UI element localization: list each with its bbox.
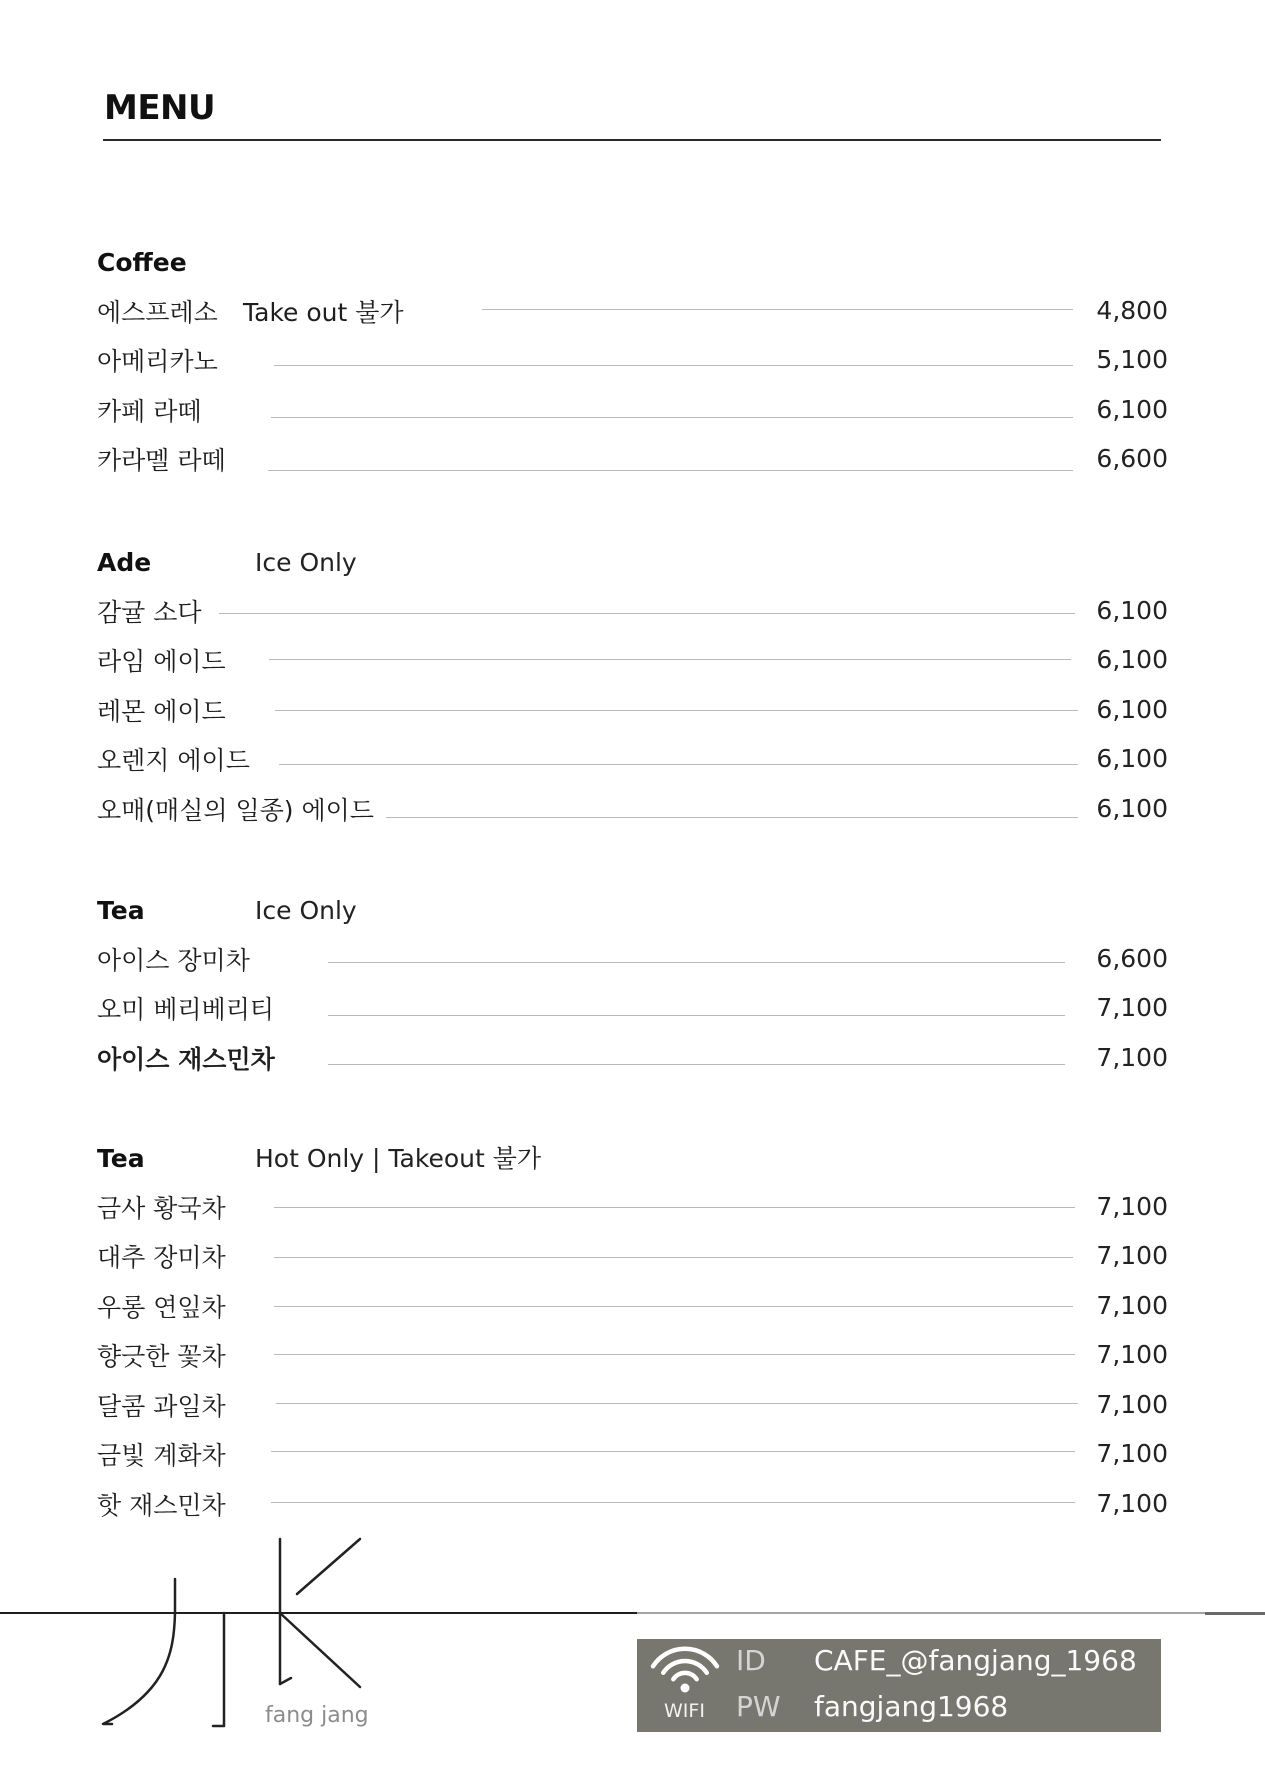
item-price: 4,800 xyxy=(1096,295,1168,325)
menu-item xyxy=(97,687,1168,737)
item-name: 금빛 계화차 xyxy=(97,1441,226,1470)
title-divider xyxy=(103,139,1161,141)
menu-item xyxy=(97,1431,1168,1481)
section-title: Ade xyxy=(97,548,152,577)
item-name: 우롱 연잎차 xyxy=(97,1292,226,1322)
leader-line xyxy=(328,1015,1065,1016)
wifi-pw-value: fangjang1968 xyxy=(814,1690,1009,1723)
menu-item xyxy=(97,1184,1168,1234)
wifi-id-label: ID xyxy=(736,1644,766,1677)
item-note: Take out 불가 xyxy=(243,297,404,327)
leader-line xyxy=(386,817,1078,818)
item-price: 7,100 xyxy=(1096,993,1168,1022)
section-title: Tea xyxy=(97,896,145,925)
footer-divider-end xyxy=(1205,1612,1265,1615)
leader-line xyxy=(219,613,1075,614)
section-note: Ice Only xyxy=(255,548,357,577)
menu-item xyxy=(97,637,1168,687)
item-price: 7,100 xyxy=(1096,1340,1168,1369)
item-price: 7,100 xyxy=(1096,1241,1168,1270)
leader-line xyxy=(276,1403,1078,1404)
leader-line xyxy=(274,1257,1073,1258)
leader-line xyxy=(269,659,1071,660)
item-price: 6,100 xyxy=(1096,694,1168,724)
leader-line xyxy=(271,1502,1075,1503)
section-coffee xyxy=(97,238,1168,486)
item-name: 카라멜 라떼 xyxy=(97,446,226,475)
menu-item xyxy=(97,1035,1168,1085)
item-price: 6,100 xyxy=(1096,645,1168,674)
menu-item xyxy=(97,786,1168,836)
item-price: 6,600 xyxy=(1096,943,1168,973)
menu-item xyxy=(97,1332,1168,1382)
item-price: 7,100 xyxy=(1096,1488,1168,1518)
menu-item xyxy=(97,1283,1168,1333)
leader-line xyxy=(271,417,1073,418)
item-name: 감귤 소다 xyxy=(97,597,202,627)
item-name: 오렌지 에이드 xyxy=(97,746,250,775)
item-name: 오미 베리베리티 xyxy=(97,995,274,1024)
menu-item xyxy=(97,1382,1168,1432)
item-price: 6,100 xyxy=(1096,595,1168,625)
item-name: 대추 장미차 xyxy=(97,1243,226,1272)
brand-name: fang jang xyxy=(265,1703,369,1728)
item-name: 라임 에이드 xyxy=(97,647,226,676)
section-header xyxy=(97,886,1168,936)
item-name: 핫 재스민차 xyxy=(97,1490,226,1520)
leader-line xyxy=(274,1354,1075,1355)
item-name: 오매(매실의 일종) 에이드 xyxy=(97,795,374,825)
item-price: 7,100 xyxy=(1096,1042,1168,1072)
section-header xyxy=(97,1134,1168,1184)
item-price: 7,100 xyxy=(1096,1439,1168,1468)
menu-item xyxy=(97,736,1168,786)
leader-line xyxy=(482,309,1073,310)
leader-line xyxy=(268,470,1073,471)
wifi-label: WIFI xyxy=(664,1700,705,1722)
menu-item xyxy=(97,588,1168,638)
item-price: 7,100 xyxy=(1096,1191,1168,1221)
section-title: Tea xyxy=(97,1144,145,1173)
item-price: 6,100 xyxy=(1096,744,1168,773)
leader-line xyxy=(274,365,1073,366)
item-price: 5,100 xyxy=(1096,345,1168,374)
section-note: Ice Only xyxy=(255,896,357,925)
item-price: 7,100 xyxy=(1096,1389,1168,1419)
wifi-id-value: CAFE_@fangjang_1968 xyxy=(814,1644,1137,1677)
item-name: 카페 라떼 xyxy=(97,396,202,426)
section-ade xyxy=(97,538,1168,835)
section-header xyxy=(97,238,1168,288)
leader-line xyxy=(274,1207,1075,1208)
wifi-info-box xyxy=(637,1639,1161,1732)
item-name: 금사 황국차 xyxy=(97,1193,226,1223)
item-name: 아메리카노 xyxy=(97,347,218,376)
section-header xyxy=(97,538,1168,588)
item-name: 향긋한 꽃차 xyxy=(97,1342,226,1371)
menu-item xyxy=(97,936,1168,986)
item-name: 달콤 과일차 xyxy=(97,1391,226,1421)
menu-item xyxy=(97,387,1168,437)
leader-line xyxy=(328,1064,1065,1065)
item-name: 아이스 장미차 xyxy=(97,945,250,975)
leader-line xyxy=(275,710,1078,711)
wifi-pw-label: PW xyxy=(736,1690,781,1723)
menu-title: MENU xyxy=(104,88,216,128)
wifi-icon xyxy=(650,1639,720,1697)
item-price: 7,100 xyxy=(1096,1290,1168,1320)
menu-item xyxy=(97,436,1168,486)
footer-divider-right xyxy=(637,1612,1205,1614)
item-name: 레몬 에이드 xyxy=(97,696,226,726)
leader-line xyxy=(271,1451,1075,1452)
item-price: 6,600 xyxy=(1096,444,1168,473)
section-tea-hot xyxy=(97,1134,1168,1530)
leader-line xyxy=(328,962,1065,963)
leader-line xyxy=(274,1306,1073,1307)
item-name: 에스프레소 xyxy=(97,297,218,327)
section-tea-ice xyxy=(97,886,1168,1084)
section-title: Coffee xyxy=(97,248,187,277)
menu-item xyxy=(97,1233,1168,1283)
menu-item xyxy=(97,1481,1168,1531)
menu-item xyxy=(97,288,1168,338)
menu-item xyxy=(97,337,1168,387)
leader-line xyxy=(279,764,1078,765)
menu-item xyxy=(97,985,1168,1035)
item-name: 아이스 재스민차 xyxy=(97,1044,275,1074)
item-price: 6,100 xyxy=(1096,394,1168,424)
item-price: 6,100 xyxy=(1096,793,1168,823)
section-note: Hot Only | Takeout 불가 xyxy=(255,1144,542,1173)
